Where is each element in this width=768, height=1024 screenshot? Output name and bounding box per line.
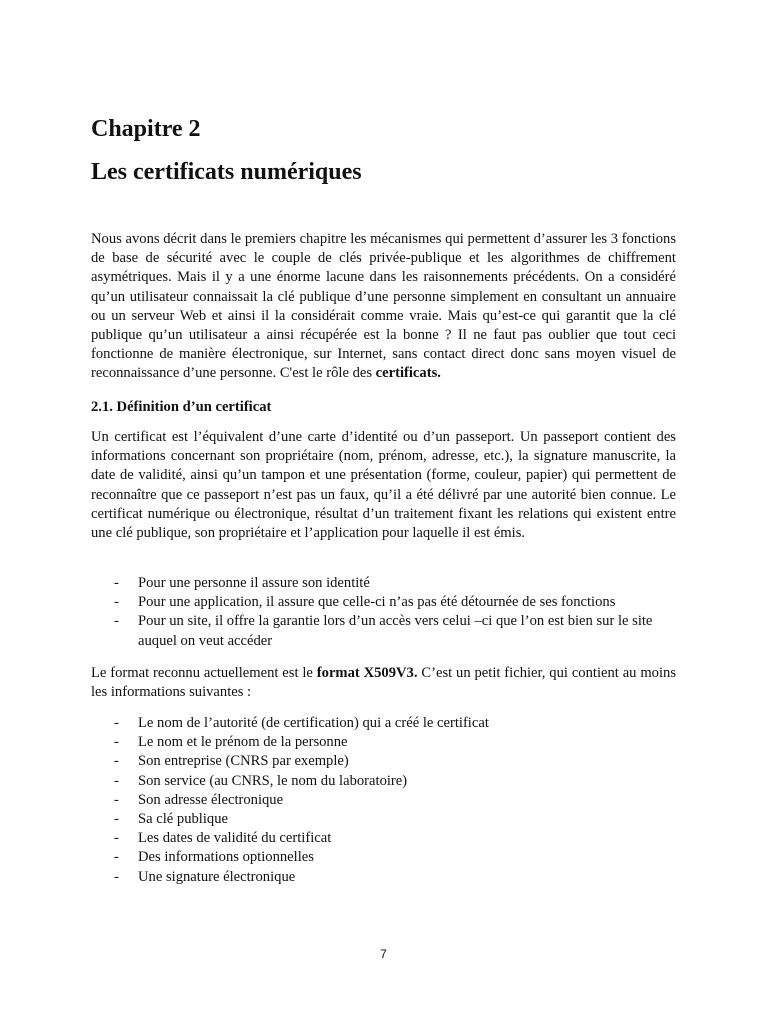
format-text-before: Le format reconnu actuellement est le xyxy=(91,665,317,681)
list-item xyxy=(91,612,658,650)
list-item xyxy=(91,791,676,810)
list-item xyxy=(91,848,676,867)
page-number: 7 xyxy=(380,947,387,961)
document-page xyxy=(91,0,676,1024)
bullet-dash: - xyxy=(114,753,119,770)
definition-paragraph: Un certificat est l’équivalent d’une carte d’identité ou d’un passeport. Un passeport contient des informations concernant son propriétaire (nom, prénom, adresse, etc.), la signature manuscrite, la date de validité, ainsi qu’un tampon et une présentation (forme, couleur, papier) qui permettent de reconnaître que ce passeport n’est pas un faux, qu’il a été délivré par une autorité bien connue. Le certificat numérique ou électronique, résultat d’un traitement fixant les relations qui existent entre une clé publique, son propriétaire et l’application pour laquelle il est émis. xyxy=(91,429,676,542)
list-item-text: Les dates de validité du certificat xyxy=(138,830,332,847)
list-item-text: Le nom et le prénom de la personne xyxy=(138,734,348,751)
bullet-dash: - xyxy=(114,575,119,591)
intro-paragraph xyxy=(91,230,676,384)
bullet-dash: - xyxy=(114,734,119,751)
list-item-text: Pour une personne il assure son identité xyxy=(138,575,370,591)
bullet-dash: - xyxy=(114,613,119,630)
bullet-dash: - xyxy=(114,811,119,828)
list-item xyxy=(91,714,676,733)
list-item xyxy=(91,574,658,593)
list-item xyxy=(91,810,676,829)
format-paragraph xyxy=(91,664,676,702)
list-item-text: Son entreprise (CNRS par exemple) xyxy=(138,753,349,770)
bullet-dash: - xyxy=(114,594,119,611)
chapter-label: Chapitre 2 xyxy=(91,116,201,142)
uses-list xyxy=(91,574,676,651)
list-item-text: Sa clé publique xyxy=(138,811,228,828)
section-heading: 2.1. Définition d’un certificat xyxy=(91,399,272,415)
format-text-after: C’est un petit fichier, qui contient au moins les informations suivantes : xyxy=(91,665,677,701)
bullet-dash: - xyxy=(114,849,119,866)
fields-list xyxy=(91,714,676,887)
bullet-dash: - xyxy=(114,715,119,731)
list-item xyxy=(91,752,676,771)
list-item xyxy=(91,733,676,752)
list-item-text: Le nom de l’autorité (de certification) qui a créé le certificat xyxy=(138,715,489,731)
chapter-title: Les certificats numériques xyxy=(91,159,362,185)
intro-bold-term: certificats. xyxy=(375,365,441,382)
list-item-text: Pour un site, il offre la garantie lors d’un accès vers celui –ci que l’on est bien sur le site auquel on veut accéder xyxy=(138,613,653,649)
list-item-text: Une signature électronique xyxy=(138,868,296,885)
list-item xyxy=(91,593,658,612)
intro-text: Nous avons décrit dans le premiers chapitre les mécanismes qui permettent d’assurer les 3 fonctions de base de sécurité avec le couple de clés privée-publique et les algorithmes de chiffrement asymétriques. Mais il y a une énorme lacune dans les raisonnements précédents. On a considéré qu’un utilisateur connaissait la clé publique d’une personne simplement en consultant un annuaire ou un serveur Web et ainsi il la considérait comme vraie. Mais qu’est-ce qui garantit que la clé publique qu’un utilisateur a ainsi récupérée est la bonne ? Il ne faut pas oublier que tout ceci fonctionne de manière électronique, sur Internet, sans contact direct donc sans moyen visuel de reconnaissance d’une personne. C'est le rôle des xyxy=(91,231,676,382)
list-item-text: Des informations optionnelles xyxy=(138,849,314,866)
format-name: format X509V3. xyxy=(316,665,418,681)
list-item xyxy=(91,829,676,848)
bullet-dash: - xyxy=(114,830,119,847)
list-item xyxy=(91,772,676,791)
bullet-dash: - xyxy=(114,791,119,808)
bullet-dash: - xyxy=(114,772,119,789)
list-item-text: Pour une application, il assure que celle-ci n’as pas été détournée de ses fonctions xyxy=(138,594,616,611)
bullet-dash: - xyxy=(114,868,119,885)
list-item xyxy=(91,868,676,887)
list-item-text: Son adresse électronique xyxy=(138,791,284,808)
list-item-text: Son service (au CNRS, le nom du laboratoire) xyxy=(138,772,408,789)
